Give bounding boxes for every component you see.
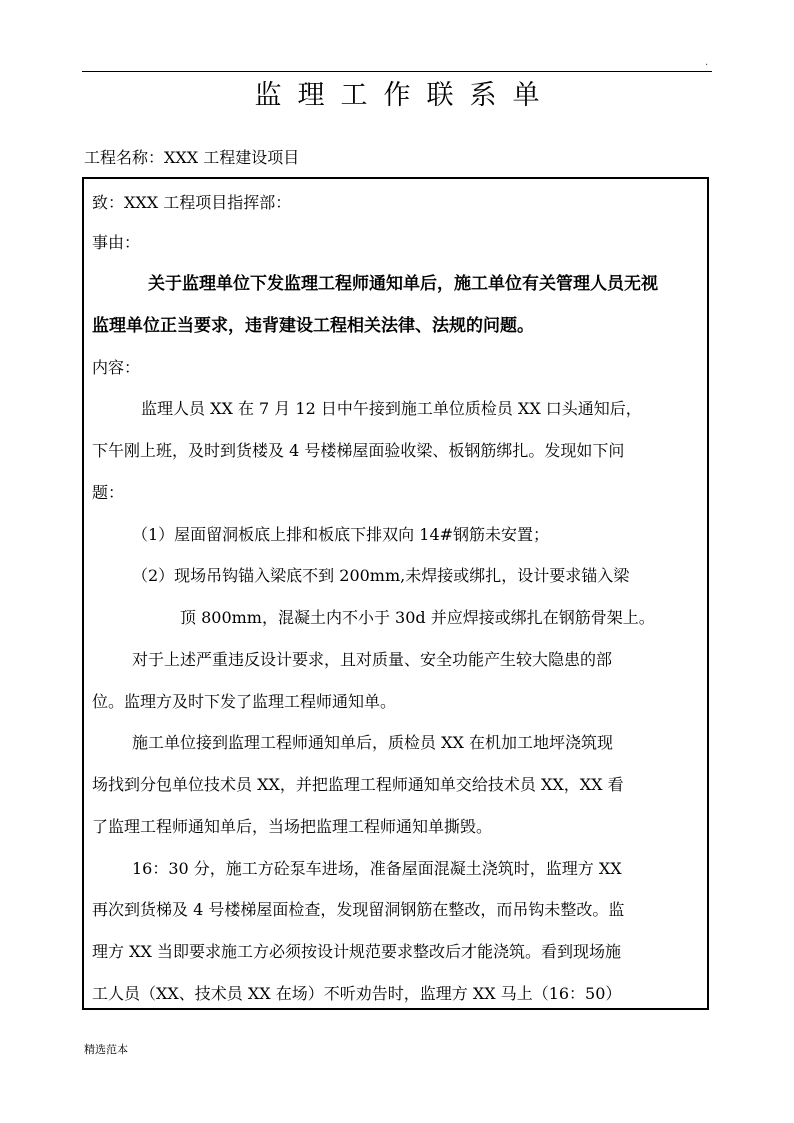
item-2-line-1: （2）现场吊钩锚入梁底不到 200mm,未焊接或绑扎，设计要求锚入梁 xyxy=(132,566,630,585)
paragraph-1-line-3: 题： xyxy=(92,483,125,502)
header-rule xyxy=(82,71,712,72)
document-title: 监理工作联系单 xyxy=(254,80,556,111)
item-2-line-2: 顶 800mm，混凝土内不小于 30d 并应焊接或绑扎在钢筋骨架上。 xyxy=(180,608,655,627)
reason-text-line-1: 关于监理单位下发监理工程师通知单后，施工单位有关管理人员无视 xyxy=(148,274,658,294)
content-box xyxy=(82,177,709,1010)
addressee: 致：XXX 工程项目指挥部： xyxy=(92,193,292,212)
paragraph-3-line-1: 施工单位接到监理工程师通知单后，质检员 XX 在机加工地坪浇筑现 xyxy=(132,733,613,752)
paragraph-3-line-3: 了监理工程师通知单后，当场把监理工程师通知单撕毁。 xyxy=(92,817,493,836)
reason-label: 事由： xyxy=(92,233,141,252)
item-1: （1）屋面留洞板底上排和板底下排双向 14#钢筋未安置； xyxy=(132,525,550,544)
paragraph-4-line-1: 16：30 分，施工方砼泵车进场，准备屋面混凝土浇筑时，监理方 XX xyxy=(132,859,622,878)
content-label: 内容： xyxy=(92,358,141,377)
paragraph-4-line-3: 理方 XX 当即要求施工方必须按设计规范要求整改后才能浇筑。看到现场施 xyxy=(92,942,621,961)
reason-text-line-2: 监理单位正当要求，违背建设工程相关法律、法规的问题。 xyxy=(92,316,534,336)
paragraph-4-line-4: 工人员（XX、技术员 XX 在场）不听劝告时，监理方 XX 马上（16：50） xyxy=(92,984,622,1003)
project-name: 工程名称：XXX 工程建设项目 xyxy=(84,148,300,167)
paragraph-4-line-2: 再次到货梯及 4 号楼梯屋面检查，发现留洞钢筋在整改，而吊钩未整改。监 xyxy=(92,900,625,919)
paragraph-1-line-1: 监理人员 XX 在 7 月 12 日中午接到施工单位质检员 XX 口头通知后， xyxy=(141,399,642,418)
page-dot: . xyxy=(705,57,709,68)
footer-text: 精选范本 xyxy=(84,1043,128,1056)
paragraph-1-line-2: 下午刚上班，及时到货楼及 4 号楼梯屋面验收梁、板钢筋绑扎。发现如下问 xyxy=(92,441,625,460)
paragraph-2-line-2: 位。监理方及时下发了监理工程师通知单。 xyxy=(92,692,397,711)
paragraph-2-line-1: 对于上述严重违反设计要求，且对质量、安全功能产生较大隐患的部 xyxy=(132,650,613,669)
paragraph-3-line-2: 场找到分包单位技术员 XX，并把监理工程师通知单交给技术员 XX，XX 看 xyxy=(92,775,624,794)
